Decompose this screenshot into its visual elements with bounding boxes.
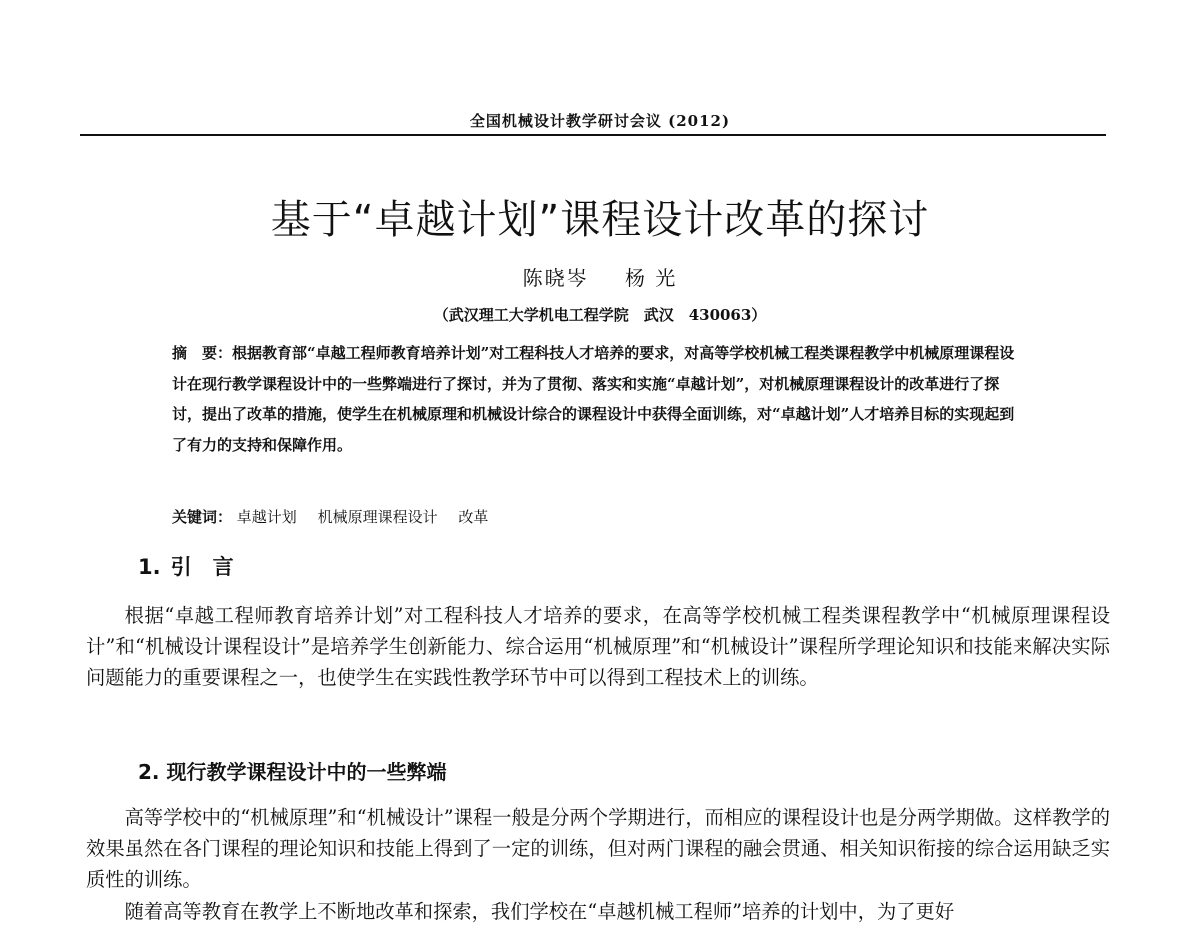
- keyword: 改革: [458, 508, 489, 526]
- abstract-text: 根据教育部“卓越工程师教育培养计划”对工程科技人才培养的要求，对高等学校机械工程类课程教学中机械原理课程设计在现行教学课程设计中的一些弊端进行了探讨，并为了贯彻、落实和实施“卓越计划”，对机械原理课程设计的改革进行了探讨，提出了改革的措施，使学生在机械原理和机械设计综合的课程设计中获得全面训练，对“卓越计划”人才培养目标的实现起到了有力的支持和保障作用。: [172, 344, 1015, 454]
- header-rule: [80, 134, 1106, 136]
- running-head: 全国机械设计教学研讨会议 (2012): [469, 112, 731, 130]
- keyword: 卓越计划: [236, 508, 297, 526]
- author-list: [0, 262, 1200, 291]
- abstract: [172, 338, 1022, 460]
- keywords-label: 关键词：: [172, 508, 233, 526]
- article-title: 基于“卓越计划”课程设计改革的探讨: [270, 197, 930, 243]
- section-number: 2.: [138, 760, 160, 784]
- section-title: 现行教学课程设计中的一些弊端: [166, 760, 447, 784]
- section-heading-2: [138, 756, 446, 785]
- author-name: 杨 光: [625, 266, 678, 290]
- paragraph: 根据“卓越工程师教育培养计划”对工程科技人才培养的要求，在高等学校机械工程类课程教学中“机械原理课程设计”和“机械设计课程设计”是培养学生创新能力、综合运用“机械原理”和“机械设计”课程所学理论知识和技能来解决实际问题能力的重要课程之一，也使学生在实践性教学环节中可以得到工程技术上的训练。: [86, 604, 1110, 689]
- paragraph: 高等学校中的“机械原理”和“机械设计”课程一般是分两个学期进行，而相应的课程设计也是分两学期做。这样教学的效果虽然在各门课程的理论知识和技能上得到了一定的训练，但对两门课程的融会贯通、相关知识衔接的综合运用缺乏实质性的训练。: [86, 806, 1110, 891]
- section-number: 1.: [138, 555, 161, 579]
- keywords: [172, 506, 1022, 528]
- section-title: 引 言: [170, 555, 234, 579]
- author-name: 陈晓岑: [522, 266, 589, 290]
- section-heading-1: [138, 551, 234, 581]
- affiliation: （武汉理工大学机电工程学院 武汉 430063）: [433, 306, 767, 324]
- paragraph: 随着高等教育在教学上不断地改革和探索，我们学校在“卓越机械工程师”培养的计划中，为了更好: [124, 900, 955, 923]
- abstract-label: 摘 要：: [172, 344, 233, 362]
- keyword: 机械原理课程设计: [317, 508, 438, 526]
